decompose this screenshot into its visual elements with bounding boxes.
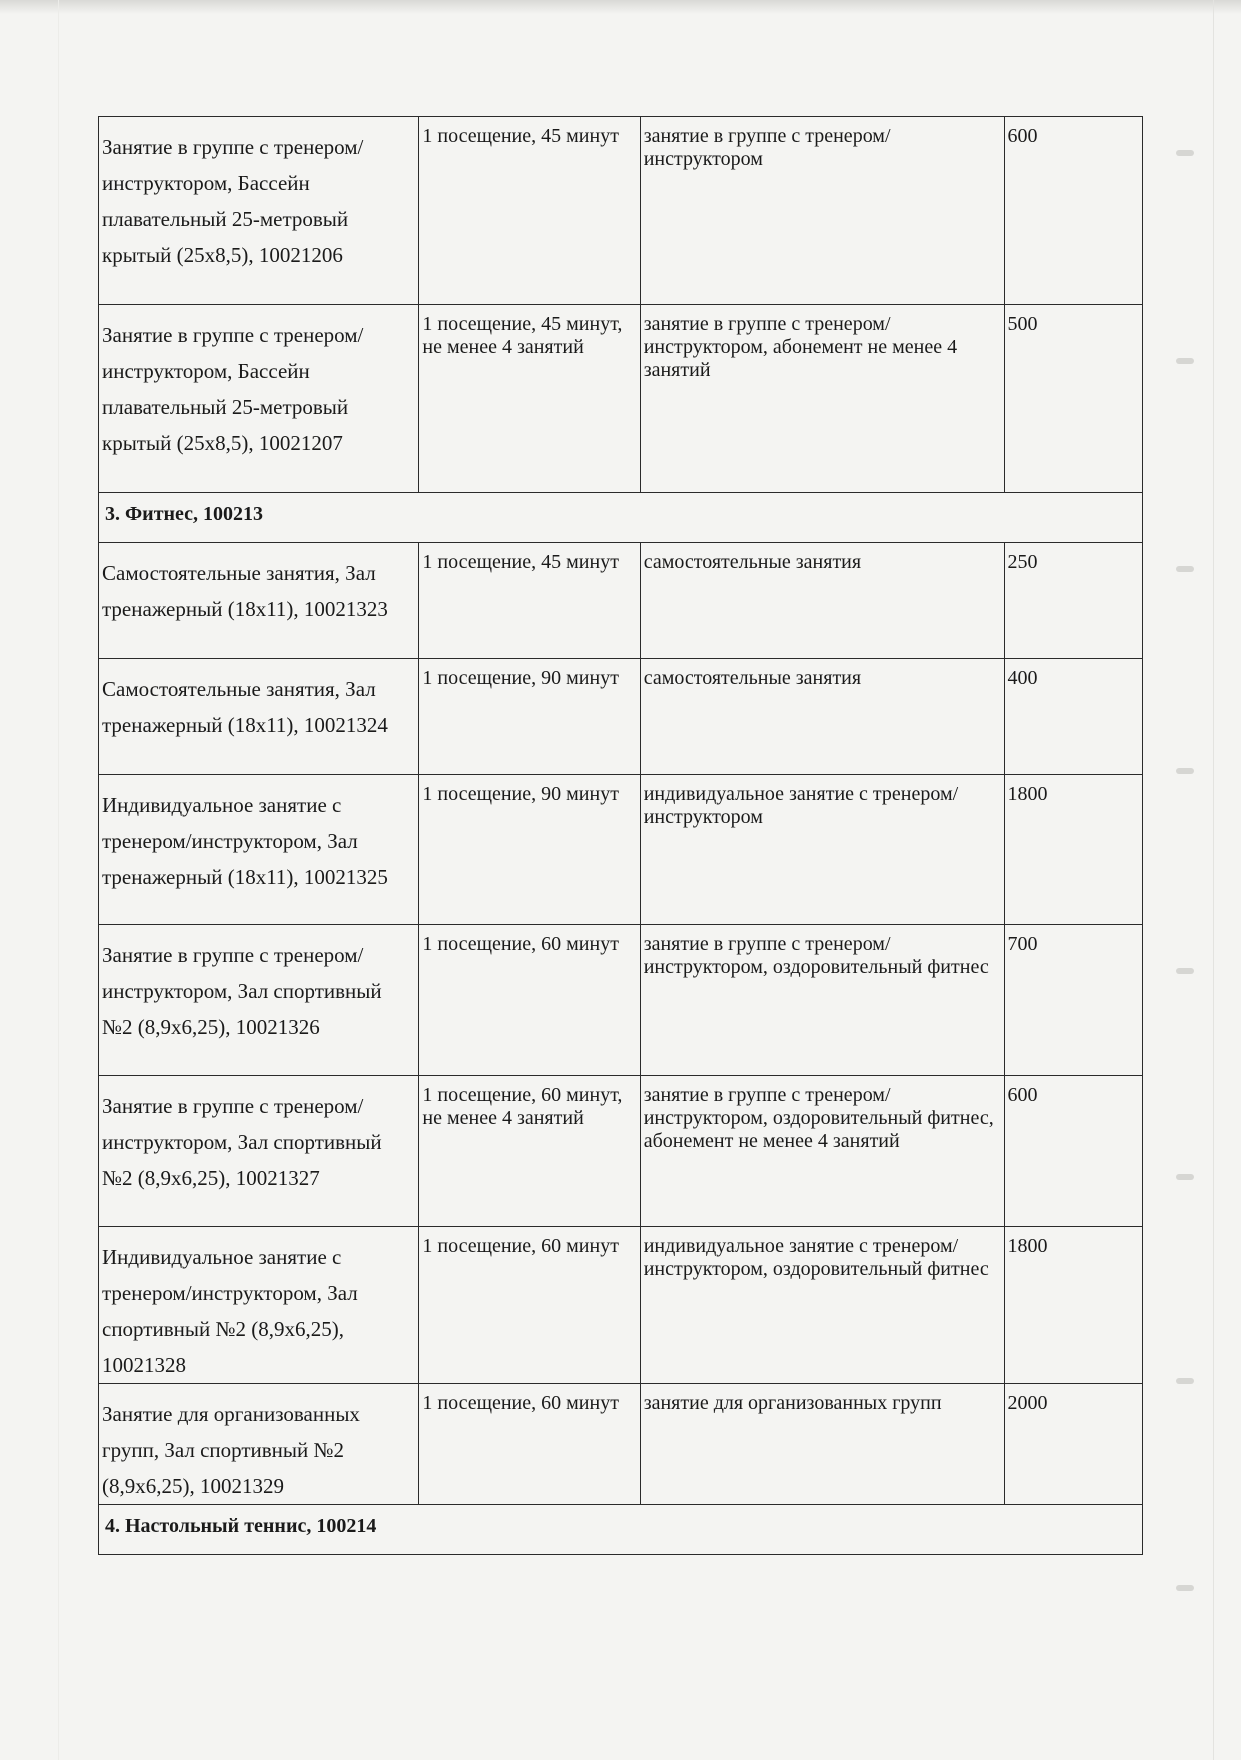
service-name: Занятие в группе с тренером/инструктором, Зал спортивный №2 (8,9х6,25), 10021327: [99, 1076, 419, 1227]
service-name: Индивидуальное занятие с тренером/инструктором, Зал спортивный №2 (8,9х6,25), 10021328: [99, 1227, 419, 1384]
service-unit: 1 посещение, 90 минут: [419, 775, 640, 925]
service-description: занятие в группе с тренером/инструктором, оздоровительный фитнес, абонемент не менее 4 занятий: [640, 1076, 1004, 1227]
section-title: 3. Фитнес, 100213: [99, 493, 1143, 543]
scan-smudge: [1176, 968, 1194, 974]
table-row: [99, 305, 1143, 493]
service-name: Самостоятельные занятия, Зал тренажерный (18х11), 10021324: [99, 659, 419, 775]
service-unit: 1 посещение, 45 минут: [419, 543, 640, 659]
service-unit: 1 посещение, 45 минут, не менее 4 занятий: [419, 305, 640, 493]
service-name: Занятие в группе с тренером/инструктором, Бассейн плавательный 25-метровый крытый (25х8,5), 10021207: [99, 305, 419, 493]
service-description: занятие в группе с тренером/инструктором: [640, 117, 1004, 305]
service-price: 2000: [1004, 1384, 1142, 1505]
service-name: Индивидуальное занятие с тренером/инструктором, Зал тренажерный (18х11), 10021325: [99, 775, 419, 925]
service-price: 500: [1004, 305, 1142, 493]
service-price: 700: [1004, 925, 1142, 1076]
scan-smudge: [1176, 1585, 1194, 1591]
service-description: занятие в группе с тренером/инструктором, абонемент не менее 4 занятий: [640, 305, 1004, 493]
scan-left-line: [58, 0, 59, 1760]
service-unit: 1 посещение, 90 минут: [419, 659, 640, 775]
service-name: Занятие в группе с тренером/инструктором, Бассейн плавательный 25-метровый крытый (25х8,5), 10021206: [99, 117, 419, 305]
scan-smudge: [1176, 1174, 1194, 1180]
service-description: индивидуальное занятие с тренером/инструктором: [640, 775, 1004, 925]
service-price: 1800: [1004, 1227, 1142, 1384]
scan-smudge: [1176, 150, 1194, 156]
scan-smudge: [1176, 1378, 1194, 1384]
service-price: 600: [1004, 1076, 1142, 1227]
table-row: [99, 775, 1143, 925]
service-unit: 1 посещение, 60 минут: [419, 1227, 640, 1384]
table-row: [99, 659, 1143, 775]
table-row: [99, 1076, 1143, 1227]
scan-right-line: [1213, 0, 1214, 1760]
service-price: 600: [1004, 117, 1142, 305]
service-description: самостоятельные занятия: [640, 659, 1004, 775]
table-row: [99, 925, 1143, 1076]
section-row: [99, 493, 1143, 543]
table-row: [99, 543, 1143, 659]
scan-smudge: [1176, 566, 1194, 572]
service-unit: 1 посещение, 60 минут: [419, 1384, 640, 1505]
service-price: 250: [1004, 543, 1142, 659]
service-price: 400: [1004, 659, 1142, 775]
service-unit: 1 посещение, 45 минут: [419, 117, 640, 305]
table-row: [99, 1227, 1143, 1384]
service-name: Самостоятельные занятия, Зал тренажерный (18х11), 10021323: [99, 543, 419, 659]
service-unit: 1 посещение, 60 минут: [419, 925, 640, 1076]
scan-smudge: [1176, 358, 1194, 364]
service-description: индивидуальное занятие с тренером/инструктором, оздоровительный фитнес: [640, 1227, 1004, 1384]
service-description: самостоятельные занятия: [640, 543, 1004, 659]
scan-smudge: [1176, 768, 1194, 774]
page-top-edge: [0, 0, 1241, 14]
service-price: 1800: [1004, 775, 1142, 925]
service-name: Занятие в группе с тренером/инструктором, Зал спортивный №2 (8,9х6,25), 10021326: [99, 925, 419, 1076]
section-row: [99, 1505, 1143, 1555]
service-description: занятие в группе с тренером/инструктором, оздоровительный фитнес: [640, 925, 1004, 1076]
price-table: [98, 116, 1143, 1555]
service-unit: 1 посещение, 60 минут, не менее 4 занятий: [419, 1076, 640, 1227]
service-name: Занятие для организованных групп, Зал спортивный №2 (8,9х6,25), 10021329: [99, 1384, 419, 1505]
service-description: занятие для организованных групп: [640, 1384, 1004, 1505]
table-row: [99, 117, 1143, 305]
section-title: 4. Настольный теннис, 100214: [99, 1505, 1143, 1555]
table-row: [99, 1384, 1143, 1505]
